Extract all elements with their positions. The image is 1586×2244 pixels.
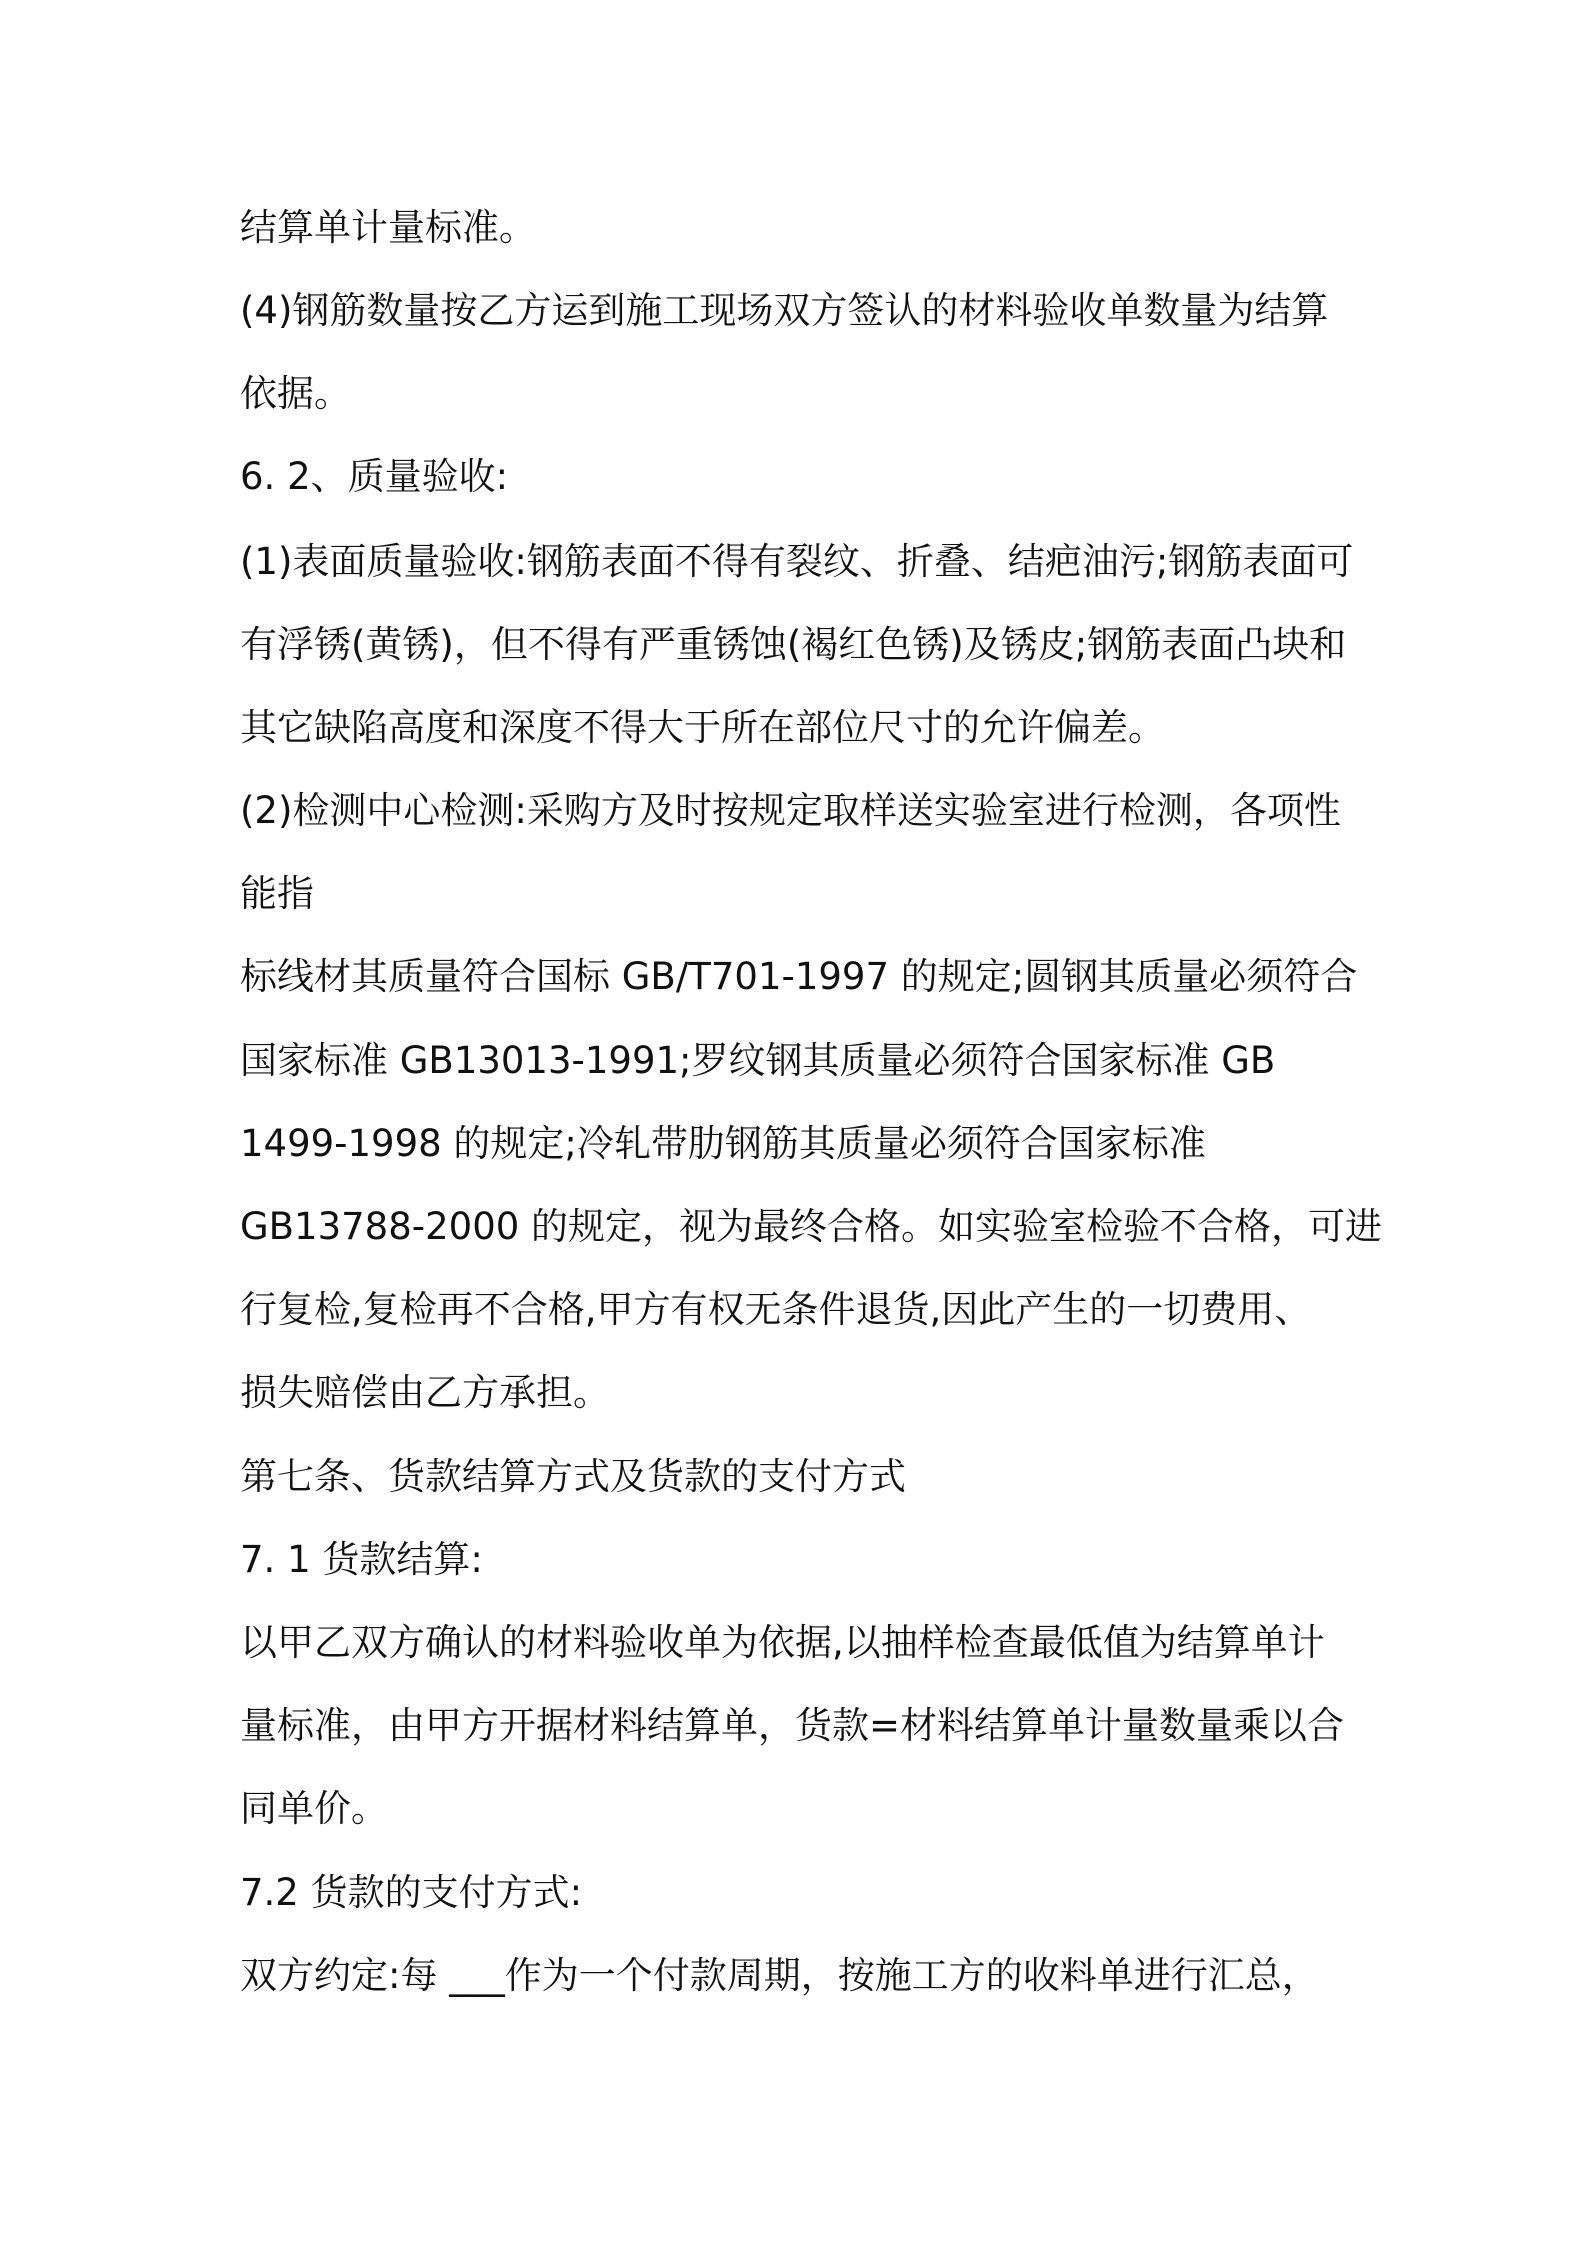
text-line: 依据。 (240, 372, 351, 415)
text-line: 量标准，由甲方开据材料结算单，货款=材料结算单计量数量乘以合 (240, 1704, 1345, 1747)
text-line: 结算单计量标准。 (240, 206, 536, 249)
section-heading: 6. 2、质量验收: (240, 455, 509, 498)
text-line: 国家标准 GB13013-1991;罗纹钢其质量必须符合国家标准 GB (240, 1039, 1276, 1082)
section-heading: 7. 1 货款结算: (240, 1538, 483, 1581)
text-line: 有浮锈(黄锈)，但不得有严重锈蚀(褐红色锈)及锈皮;钢筋表面凸块和 (240, 623, 1347, 666)
text-line: (2)检测中心检测:采购方及时按规定取样送实验室进行检测，各项性 (240, 789, 1341, 832)
section-heading: 7.2 货款的支付方式: (240, 1871, 583, 1914)
text-line: 标线材其质量符合国标 GB/T701-1997 的规定;圆钢其质量必须符合 (240, 955, 1358, 998)
text-line: 1499-1998 的规定;冷轧带肋钢筋其质量必须符合国家标准 (240, 1122, 1206, 1165)
text-line: 双方约定:每 ___作为一个付款周期，按施工方的收料单进行汇总， (240, 1954, 1319, 1997)
text-line: 以甲乙双方确认的材料验收单为依据,以抽样检查最低值为结算单计 (240, 1621, 1325, 1664)
article-heading: 第七条、货款结算方式及货款的支付方式 (240, 1455, 906, 1498)
text-line: 行复检,复检再不合格,甲方有权无条件退货,因此产生的一切费用、 (240, 1288, 1312, 1331)
text-line: GB13788-2000 的规定，视为最终合格。如实验室检验不合格，可进 (240, 1205, 1383, 1248)
text-line: 损失赔偿由乙方承担。 (240, 1371, 610, 1414)
text-line: (4)钢筋数量按乙方运到施工现场双方签认的材料验收单数量为结算 (240, 289, 1329, 332)
text-line: 其它缺陷高度和深度不得大于所在部位尺寸的允许偏差。 (240, 706, 1165, 749)
text-line: 能指 (240, 872, 314, 915)
text-line: (1)表面质量验收:钢筋表面不得有裂纹、折叠、结疤油污;钢筋表面可 (240, 540, 1354, 583)
text-line: 同单价。 (240, 1787, 388, 1830)
